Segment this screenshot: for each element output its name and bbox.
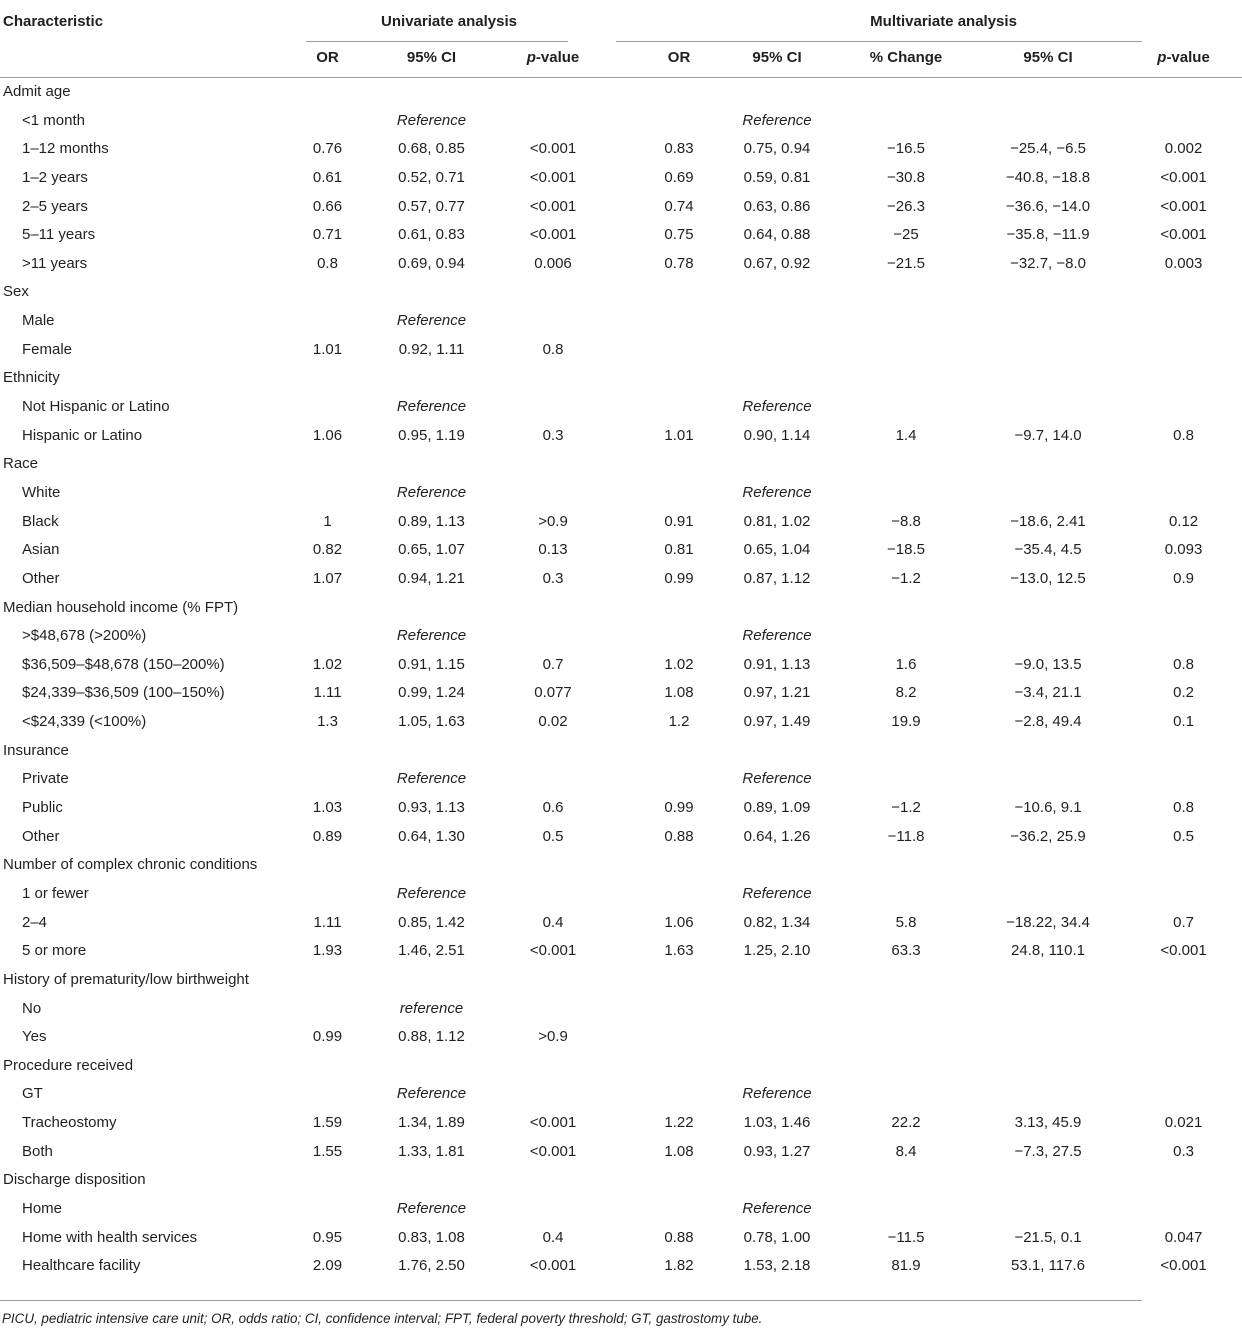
m-change-ci: −2.8, 49.4 [1014, 713, 1082, 731]
m-change-ci: −32.7, −8.0 [1010, 254, 1086, 272]
u-or: 1.55 [312, 1142, 343, 1160]
row-label: <1 month [22, 111, 85, 129]
u-ci: 0.61, 0.83 [398, 226, 465, 244]
row-label: 5 or more [22, 942, 87, 960]
m-or: 1.82 [664, 1257, 694, 1275]
category-row [0, 1166, 1242, 1195]
u-ci: 0.95, 1.19 [398, 426, 465, 444]
row-label: Asian [22, 541, 60, 559]
u-pvalue: 0.02 [538, 713, 568, 731]
row-label: $36,509–$48,678 (150–200%) [22, 655, 225, 673]
table-row [0, 622, 1242, 651]
m-ci: 0.67, 0.92 [743, 254, 811, 272]
m-pvalue: 0.8 [1173, 426, 1194, 444]
row-label: >11 years [22, 254, 88, 272]
m-or: 1.06 [664, 913, 694, 931]
m-ci: 0.64, 1.26 [743, 827, 811, 845]
characteristic-header: Characteristic [3, 13, 104, 30]
m-or: 0.75 [664, 226, 694, 244]
table-row [0, 823, 1242, 852]
row-label: 2–4 [22, 913, 48, 931]
u-ci: 1.46, 2.51 [398, 942, 465, 960]
u-ci: 0.52, 0.71 [398, 168, 465, 186]
m-ci: 0.87, 1.12 [743, 569, 811, 587]
u-ci: 1.34, 1.89 [398, 1114, 465, 1132]
u-pvalue: <0.001 [529, 942, 577, 960]
m-ci: 0.97, 1.21 [743, 684, 811, 702]
m-change-ci: −35.4, 4.5 [1014, 541, 1082, 559]
m-change-ci: −21.5, 0.1 [1014, 1228, 1082, 1246]
u-ci: 0.93, 1.13 [398, 799, 465, 817]
m-pvalue [1125, 336, 1242, 365]
m-ci: 0.59, 0.81 [743, 168, 811, 186]
u-or: 1.59 [312, 1114, 343, 1132]
univariate-header: Univariate analysis [381, 13, 517, 30]
m-ci: 0.89, 1.09 [743, 799, 811, 817]
m-change-ci: −3.4, 21.1 [1014, 684, 1082, 702]
m-pvalue: <0.001 [1160, 168, 1207, 186]
u-pvalue: <0.001 [529, 1114, 577, 1132]
m-ci: 0.81, 1.02 [743, 512, 811, 530]
m-pvalue: 0.002 [1164, 140, 1203, 158]
univariate-rule [306, 41, 568, 42]
row-label: 1–2 years [22, 168, 88, 186]
m-ci: 0.91, 1.13 [743, 655, 811, 673]
category-label: Admit age [3, 83, 71, 100]
m-or: 0.83 [664, 140, 694, 158]
table-row [0, 508, 1242, 537]
m-or: 1.63 [664, 942, 694, 960]
table-row [0, 1023, 1242, 1052]
m-change-header: % Change [841, 39, 971, 78]
univariate-reference: Reference [396, 884, 467, 902]
u-or: 1.11 [313, 913, 342, 931]
m-or: 0.88 [664, 827, 694, 845]
u-pvalue: >0.9 [538, 1028, 568, 1046]
m-change-ci: −7.3, 27.5 [1014, 1142, 1082, 1160]
m-change-ci: −35.8, −11.9 [1006, 226, 1090, 244]
m-change-ci [971, 336, 1125, 365]
u-or-header: OR [305, 39, 350, 78]
u-or: 0.66 [312, 197, 343, 215]
multivariate-reference: Reference [742, 884, 812, 902]
m-ci: 0.65, 1.04 [743, 541, 811, 559]
u-ci: 0.64, 1.30 [398, 827, 465, 845]
table-row [0, 765, 1242, 794]
m-pvalue: 0.2 [1173, 684, 1194, 702]
category-label: Insurance [3, 741, 69, 759]
m-pvalue: 0.047 [1164, 1228, 1203, 1246]
m-or [645, 336, 713, 365]
category-label: History of prematurity/low birthweight [3, 970, 249, 988]
row-label: Healthcare facility [22, 1257, 141, 1275]
u-or: 1.3 [317, 713, 338, 731]
m-change: −30.8 [887, 168, 926, 186]
row-label: Other [22, 827, 60, 845]
m-change: −8.8 [891, 512, 921, 530]
row-label: <$24,339 (<100%) [22, 713, 147, 731]
row-label: Not Hispanic or Latino [22, 398, 170, 416]
row-label: >$48,678 (>200%) [22, 627, 147, 645]
univariate-reference: Reference [396, 398, 467, 416]
m-change: 22.2 [891, 1114, 921, 1132]
table-row [0, 880, 1242, 909]
u-ci: 0.57, 0.77 [398, 197, 465, 215]
m-ci-header: 95% CI [713, 39, 841, 78]
m-ci: 0.82, 1.34 [743, 913, 811, 931]
u-ci: 1.76, 2.50 [398, 1257, 465, 1275]
u-ci: 0.85, 1.42 [398, 913, 465, 931]
u-ci: 0.69, 0.94 [398, 254, 465, 272]
table-row [0, 393, 1242, 422]
m-change-ci: 53.1, 117.6 [1011, 1257, 1085, 1275]
m-pvalue: 0.3 [1173, 1142, 1194, 1160]
m-or: 1.22 [664, 1114, 694, 1132]
table-footnote: PICU, pediatric intensive care unit; OR, odds ratio; CI, confidence interval; FPT, federal poverty threshold; GT, gastrostomy tube. [2, 1311, 763, 1326]
m-change: −16.5 [887, 140, 926, 158]
univariate-reference: Reference [396, 627, 467, 645]
m-change-ci: 24.8, 110.1 [1011, 942, 1085, 960]
u-or: 1.06 [312, 426, 343, 444]
m-or: 1.08 [664, 684, 694, 702]
u-ci-header: 95% CI [350, 39, 513, 78]
m-change-ci: −18.6, 2.41 [1010, 512, 1086, 530]
table-row [0, 1109, 1242, 1138]
u-ci: 1.33, 1.81 [398, 1142, 465, 1160]
univariate-reference: Reference [396, 312, 467, 330]
table-row [0, 422, 1242, 451]
multivariate-reference: Reference [742, 483, 812, 501]
m-ci [713, 336, 841, 365]
u-or: 1 [323, 512, 332, 530]
m-or: 0.78 [664, 254, 694, 272]
row-label: Black [22, 512, 59, 530]
m-change: 19.9 [891, 713, 921, 731]
row-label: Yes [22, 1028, 47, 1046]
table-row [0, 794, 1242, 823]
row-label: Public [22, 799, 63, 817]
u-ci: 0.88, 1.12 [398, 1028, 465, 1046]
u-pvalue: >0.9 [538, 512, 568, 530]
m-ci: 0.90, 1.14 [743, 426, 811, 444]
category-label: Procedure received [3, 1056, 134, 1074]
m-change: 8.4 [895, 1142, 917, 1160]
m-or: 0.99 [664, 799, 694, 817]
m-or: 0.88 [664, 1228, 694, 1246]
multivariate-reference: Reference [742, 398, 812, 416]
u-pvalue: 0.13 [538, 541, 568, 559]
table-row [0, 708, 1242, 737]
m-ci [713, 1023, 841, 1052]
category-row [0, 278, 1242, 307]
u-pvalue: 0.7 [542, 655, 564, 673]
category-row [0, 737, 1242, 766]
m-pvalue: 0.1 [1173, 713, 1194, 731]
m-or: 1.02 [664, 655, 694, 673]
row-label: $24,339–$36,509 (100–150%) [22, 684, 225, 702]
table-row [0, 1138, 1242, 1167]
m-ci: 0.75, 0.94 [743, 140, 811, 158]
m-change [841, 1023, 971, 1052]
m-ci: 0.93, 1.27 [743, 1142, 811, 1160]
multivariate-reference [713, 307, 841, 336]
table-row [0, 135, 1242, 164]
m-change: 5.8 [895, 913, 917, 931]
table-row [0, 651, 1242, 680]
univariate-reference: Reference [396, 483, 467, 501]
m-or: 0.99 [664, 569, 694, 587]
m-ci: 1.25, 2.10 [743, 942, 811, 960]
m-or: 0.91 [664, 512, 694, 530]
row-label: Both [22, 1142, 53, 1160]
u-pvalue: 0.006 [534, 254, 572, 272]
row-label: Private [22, 770, 69, 788]
u-pvalue-header: p-value [513, 39, 593, 78]
m-pvalue: <0.001 [1160, 197, 1207, 215]
table-row [0, 565, 1242, 594]
u-pvalue: <0.001 [529, 1257, 577, 1275]
m-change-ci: −10.6, 9.1 [1014, 799, 1082, 817]
m-pvalue: 0.5 [1173, 827, 1194, 845]
row-label: White [22, 483, 61, 501]
u-pvalue: 0.077 [534, 684, 572, 702]
u-or: 0.61 [312, 168, 343, 186]
m-change: −18.5 [887, 541, 926, 559]
category-row [0, 851, 1242, 880]
m-pvalue [1125, 1023, 1242, 1052]
m-pvalue: <0.001 [1160, 942, 1207, 960]
u-pvalue: 0.3 [542, 569, 564, 587]
m-change: −25 [893, 226, 919, 244]
table-row [0, 536, 1242, 565]
category-label: Sex [3, 283, 29, 301]
m-change: 1.4 [895, 426, 917, 444]
u-pvalue: 0.8 [542, 340, 564, 358]
u-or: 1.93 [312, 942, 343, 960]
multivariate-reference: Reference [742, 1199, 812, 1217]
univariate-reference: Reference [396, 770, 467, 788]
header-row-columns [0, 39, 1242, 78]
table-row [0, 1080, 1242, 1109]
row-label: Home with health services [22, 1228, 198, 1246]
m-change-ci: −40.8, −18.8 [1005, 168, 1091, 186]
row-label: GT [22, 1085, 43, 1103]
table-row [0, 679, 1242, 708]
category-label: Race [3, 455, 39, 473]
table-row [0, 479, 1242, 508]
header-row-groups [0, 5, 1242, 39]
category-row [0, 966, 1242, 995]
u-or: 0.82 [312, 541, 343, 559]
m-change-ci: −36.6, −14.0 [1005, 197, 1091, 215]
u-ci: 0.65, 1.07 [398, 541, 465, 559]
univariate-reference: Reference [396, 1199, 467, 1217]
m-pvalue: 0.021 [1164, 1114, 1203, 1132]
m-pvalue: 0.7 [1173, 913, 1194, 931]
row-label: 5–11 years [22, 226, 96, 244]
row-label: 2–5 years [22, 197, 88, 215]
u-ci: 0.68, 0.85 [398, 140, 465, 158]
m-change: 8.2 [895, 684, 917, 702]
category-label: Median household income (% FPT) [3, 598, 239, 616]
multivariate-reference: Reference [742, 770, 812, 788]
m-change-ci: −18.22, 34.4 [1006, 913, 1090, 931]
multivariate-header: Multivariate analysis [870, 13, 1017, 30]
multivariate-reference: Reference [742, 627, 812, 645]
m-ci: 0.78, 1.00 [743, 1228, 811, 1246]
u-ci: 0.92, 1.11 [398, 340, 465, 358]
m-pvalue: <0.001 [1160, 226, 1207, 244]
results-table [0, 5, 1242, 1281]
u-or: 0.71 [312, 226, 343, 244]
u-ci: 0.91, 1.15 [398, 655, 465, 673]
u-or: 1.01 [312, 340, 343, 358]
category-row [0, 78, 1242, 107]
u-or: 0.8 [317, 254, 338, 272]
m-or: 1.08 [664, 1142, 694, 1160]
m-change [841, 336, 971, 365]
m-change-ci: −25.4, −6.5 [1010, 140, 1086, 158]
m-change-ci: −9.7, 14.0 [1014, 426, 1082, 444]
m-change: 81.9 [891, 1257, 921, 1275]
u-or: 0.99 [312, 1028, 343, 1046]
table-row [0, 1252, 1242, 1281]
m-pvalue: 0.8 [1173, 655, 1194, 673]
m-or: 0.69 [664, 168, 694, 186]
m-pvalue: 0.9 [1173, 569, 1194, 587]
m-pvalue: 0.093 [1164, 541, 1203, 559]
u-ci: 0.89, 1.13 [398, 512, 465, 530]
u-pvalue: <0.001 [529, 226, 577, 244]
m-or: 1.2 [668, 713, 690, 731]
m-change: −1.2 [891, 799, 921, 817]
table-row [0, 193, 1242, 222]
category-row [0, 364, 1242, 393]
m-pvalue: <0.001 [1160, 1257, 1207, 1275]
m-change: −11.5 [887, 1228, 925, 1246]
category-label: Discharge disposition [3, 1171, 146, 1189]
u-or: 1.07 [312, 569, 343, 587]
table-row [0, 307, 1242, 336]
m-pvalue: 0.003 [1164, 254, 1203, 272]
category-row [0, 594, 1242, 623]
m-change-ci [971, 1023, 1125, 1052]
row-label: Other [22, 569, 60, 587]
table-row [0, 1195, 1242, 1224]
row-label: Female [22, 340, 73, 358]
u-ci: 0.94, 1.21 [398, 569, 465, 587]
table-row [0, 221, 1242, 250]
m-or [645, 1023, 713, 1052]
u-pvalue: <0.001 [529, 197, 577, 215]
m-change: −21.5 [887, 254, 926, 272]
m-change: −11.8 [887, 827, 925, 845]
u-or: 0.95 [312, 1228, 343, 1246]
m-change: −26.3 [887, 197, 926, 215]
row-label: Home [22, 1199, 63, 1217]
m-or: 1.01 [664, 426, 694, 444]
u-or: 1.02 [312, 655, 343, 673]
category-label: Number of complex chronic conditions [3, 856, 258, 874]
table-row [0, 250, 1242, 279]
row-label: 1 or fewer [22, 884, 89, 902]
m-ci: 1.53, 2.18 [743, 1257, 811, 1275]
table-row [0, 909, 1242, 938]
row-label: Tracheostomy [22, 1114, 117, 1132]
table-row [0, 164, 1242, 193]
table-bottom-rule [0, 1300, 1142, 1301]
category-row [0, 1052, 1242, 1081]
u-pvalue: 0.5 [542, 827, 564, 845]
table-body [0, 78, 1242, 1281]
row-label: Male [22, 312, 55, 330]
u-or: 0.76 [312, 140, 343, 158]
multivariate-reference [713, 995, 841, 1024]
m-ci: 0.63, 0.86 [743, 197, 811, 215]
m-or: 0.74 [664, 197, 694, 215]
m-ci: 0.97, 1.49 [743, 713, 811, 731]
m-change: 1.6 [895, 655, 917, 673]
u-or: 1.11 [313, 684, 342, 702]
u-or: 2.09 [312, 1257, 343, 1275]
m-change: −1.2 [891, 569, 921, 587]
u-or: 1.03 [312, 799, 343, 817]
category-label: Ethnicity [3, 369, 60, 387]
row-label: No [22, 999, 42, 1017]
u-pvalue: <0.001 [529, 168, 577, 186]
multivariate-reference: Reference [742, 111, 812, 129]
table-row [0, 995, 1242, 1024]
univariate-reference: Reference [396, 1085, 467, 1103]
univariate-reference: Reference [396, 111, 467, 129]
u-pvalue: 0.6 [542, 799, 564, 817]
u-ci: 0.99, 1.24 [398, 684, 465, 702]
m-ci: 0.64, 0.88 [743, 226, 811, 244]
m-or-header: OR [645, 39, 713, 78]
u-ci: 0.83, 1.08 [398, 1228, 465, 1246]
m-change-ci: −13.0, 12.5 [1010, 569, 1086, 587]
table-row [0, 336, 1242, 365]
table-row [0, 1224, 1242, 1253]
m-change-ci: 3.13, 45.9 [1014, 1114, 1082, 1132]
m-pvalue: 0.12 [1168, 512, 1199, 530]
m-pvalue: 0.8 [1173, 799, 1194, 817]
row-label: Hispanic or Latino [22, 426, 143, 444]
u-pvalue: 0.4 [542, 913, 564, 931]
u-pvalue: 0.4 [542, 1228, 564, 1246]
table-row [0, 107, 1242, 136]
u-pvalue: 0.3 [542, 426, 564, 444]
u-or: 0.89 [312, 827, 343, 845]
u-pvalue: <0.001 [529, 1142, 577, 1160]
m-ci: 1.03, 1.46 [743, 1114, 811, 1132]
m-change: 63.3 [891, 942, 921, 960]
multivariate-reference: Reference [742, 1085, 812, 1103]
m-change-ci: −36.2, 25.9 [1010, 827, 1086, 845]
univariate-reference: reference [399, 999, 464, 1017]
u-pvalue: <0.001 [529, 140, 577, 158]
row-label: 1–12 months [22, 140, 109, 158]
table-row [0, 937, 1242, 966]
m-change-ci: −9.0, 13.5 [1014, 655, 1082, 673]
m-pvalue-header: p-value [1125, 39, 1242, 78]
multivariate-rule [616, 41, 1142, 42]
category-row [0, 450, 1242, 479]
m-or: 0.81 [664, 541, 694, 559]
m-change-ci-header: 95% CI [971, 39, 1125, 78]
u-ci: 1.05, 1.63 [398, 713, 465, 731]
